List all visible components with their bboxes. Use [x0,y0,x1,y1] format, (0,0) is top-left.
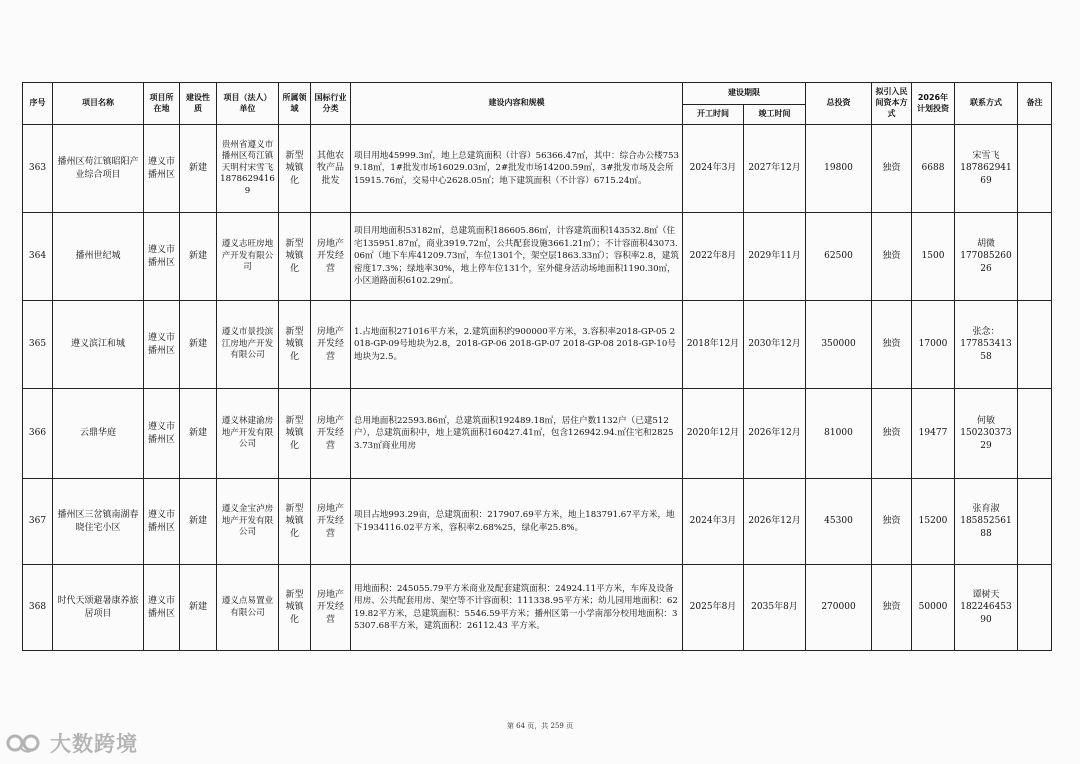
cell-contact [955,213,1018,301]
header-plan-2026: 2026年计划投资 [912,83,955,125]
header-owner: 项目（法人）单位 [217,83,279,125]
table-row [23,125,1052,213]
watermark [6,728,138,758]
cell-end: 2030年12月 [744,301,806,389]
cell-field: 新型城镇化 [279,213,311,301]
cell-location: 遵义市播州区 [144,213,180,301]
cell-investment: 45300 [806,479,872,565]
cell-location: 遵义市播州区 [144,565,180,651]
cell-end: 2027年12月 [744,125,806,213]
header-end: 竣工时间 [744,105,806,125]
header-industry: 国标行业分类 [311,83,351,125]
cell-industry: 房地产开发经营 [311,213,351,301]
cell-owner: 遵义金宝泸房地产开发有限公司 [217,479,279,565]
cell-start: 2020年12月 [683,389,744,479]
table-row [23,565,1052,651]
header-seq: 序号 [23,83,53,125]
cell-remark [1018,301,1052,389]
header-period: 建设期限 [683,83,806,105]
cell-name: 云鼎华庭 [53,389,144,479]
cell-start: 2022年8月 [683,213,744,301]
cell-industry: 房地产开发经营 [311,389,351,479]
table-row [23,301,1052,389]
cell-seq: 364 [23,213,53,301]
cell-contact [955,301,1018,389]
cell-content: 项目用地45999.3㎡，地上总建筑面积（计容）56366.47㎡，其中：综合办公楼7539.18㎡，1#批发市场16029.03㎡，2#批发市场14200.59㎡，3#批发市场及会所15915.76㎡，交易中心2628.05㎡；地下建筑面积（不计容）6715.24㎡。 [351,125,683,213]
cell-end: 2026年12月 [744,389,806,479]
cell-private-mode: 独资 [872,565,912,651]
cell-remark [1018,479,1052,565]
cell-remark [1018,213,1052,301]
cell-private-mode: 独资 [872,479,912,565]
header-private-mode: 拟引入民间资本方式 [872,83,912,125]
cell-content: 用地面积：245055.79平方米商业及配套建筑面积：24924.11平方米，车库及设备用房、公共配套用房、架空等不计容面积：111338.95平方米；幼儿园用地面积：6219.82平方米，总建筑面积：5546.59平方米；播州区第一小学南部分校用地面积：35307.68平方米，建筑面积：26112.43 平方米。 [351,565,683,651]
cell-remark [1018,125,1052,213]
cell-contact [955,479,1018,565]
page-footer: 第 64 页，共 259 页 [506,722,574,730]
header-investment: 总投资 [806,83,872,125]
table-row [23,213,1052,301]
contact-phone: 18786294169 [960,163,1012,186]
header-name: 项目名称 [53,83,144,125]
header-start: 开工时间 [683,105,744,125]
header-contact: 联系方式 [955,83,1018,125]
cell-nature: 新建 [180,389,217,479]
cell-investment: 19800 [806,125,872,213]
cell-start: 2024年3月 [683,125,744,213]
cell-end: 2026年12月 [744,479,806,565]
cell-field: 新型城镇化 [279,301,311,389]
table-row [23,479,1052,565]
cell-plan-2026: 6688 [912,125,955,213]
cell-industry: 房地产开发经营 [311,565,351,651]
cell-plan-2026: 15200 [912,479,955,565]
project-table [22,82,1052,651]
cell-investment: 270000 [806,565,872,651]
cell-seq: 365 [23,301,53,389]
cell-private-mode: 独资 [872,125,912,213]
cell-industry: 房地产开发经营 [311,301,351,389]
contact-phone: 15023037329 [960,428,1012,451]
cell-content: 1.占地面积271016平方米，2.建筑面积约900000平方米，3.容积率2018-GP-05 2018-GP-09号地块为2.8，2018-GP-06 2018-GP-07 2018-GP-08 2018-GP-10号地块为2.5。 [351,301,683,389]
watermark-logo-icon [6,730,46,756]
cell-contact [955,565,1018,651]
cell-contact [955,125,1018,213]
cell-content: 总用地面积22593.86㎡，总建筑面积192489.18㎡，居住户数1132户（已建512户），总建筑面积中，地上建筑面积160427.41㎡，包含126942.94.㎡住宅和28253.73㎡商业用房 [351,389,683,479]
cell-industry: 其他农牧产品批发 [311,125,351,213]
cell-private-mode: 独资 [872,389,912,479]
cell-seq: 366 [23,389,53,479]
cell-content: 项目用地面积53182㎡，总建筑面积186605.86㎡，计容建筑面积143532.8㎡（住宅135951.87㎡，商业3919.72㎡，公共配套设施3661.21㎡）；不计容面积43073.06㎡（地下车库41209.73㎡，车位1301个，架空层1863.33㎡）；容积率2.8，建筑密度17.3%；绿地率30%，地上停车位131个，室外健身活动场地面积1190.30㎡，小区道路面积6102.29㎡。 [351,213,683,301]
cell-contact [955,389,1018,479]
cell-seq: 363 [23,125,53,213]
cell-field: 新型城镇化 [279,125,311,213]
contact-name: 宋雪飞 [972,151,1000,162]
cell-plan-2026: 17000 [912,301,955,389]
watermark-text: 大数跨境 [50,732,138,756]
cell-investment: 81000 [806,389,872,479]
cell-end: 2029年11月 [744,213,806,301]
cell-location: 遵义市播州区 [144,301,180,389]
cell-location: 遵义市播州区 [144,389,180,479]
cell-seq: 367 [23,479,53,565]
cell-field: 新型城镇化 [279,565,311,651]
cell-private-mode: 独资 [872,301,912,389]
cell-owner: 遵义点易置业有限公司 [217,565,279,651]
cell-plan-2026: 19477 [912,389,955,479]
header-remark: 备注 [1018,83,1052,125]
cell-start: 2018年12月 [683,301,744,389]
contact-phone: 18224645390 [960,602,1012,625]
header-nature: 建设性质 [180,83,217,125]
header-row [23,83,1052,105]
cell-name: 播州世纪城 [53,213,144,301]
cell-content: 项目占地993.29亩，总建筑面积：217907.69平方米，地上183791.67平方米，地下1934116.02平方米，容积率2.68%25，绿化率25.8%。 [351,479,683,565]
cell-remark [1018,389,1052,479]
contact-name: 何敏 [976,416,995,427]
cell-nature: 新建 [180,565,217,651]
cell-nature: 新建 [180,213,217,301]
contact-phone: 17785341358 [960,339,1012,362]
table-row [23,389,1052,479]
contact-name: 胡微 [976,239,995,250]
cell-nature: 新建 [180,125,217,213]
cell-name: 播州区三岔镇南湖春晓住宅小区 [53,479,144,565]
cell-nature: 新建 [180,301,217,389]
cell-location: 遵义市播州区 [144,479,180,565]
cell-plan-2026: 1500 [912,213,955,301]
cell-owner: 贵州省遵义市播州区苟江镇天明村宋雪飞18786294169 [217,125,279,213]
cell-start: 2025年8月 [683,565,744,651]
cell-remark [1018,565,1052,651]
cell-location: 遵义市播州区 [144,125,180,213]
cell-nature: 新建 [180,479,217,565]
contact-phone: 17708526026 [960,251,1012,274]
cell-investment: 62500 [806,213,872,301]
cell-private-mode: 独资 [872,213,912,301]
header-content: 建设内容和规模 [351,83,683,125]
cell-end: 2035年8月 [744,565,806,651]
header-location: 项目所在地 [144,83,180,125]
cell-seq: 368 [23,565,53,651]
contact-phone: 18585256188 [960,516,1012,539]
cell-investment: 350000 [806,301,872,389]
header-field: 所属领域 [279,83,311,125]
cell-owner: 遵义林建渝房地产开发有限公司 [217,389,279,479]
cell-field: 新型城镇化 [279,389,311,479]
cell-owner: 遵义市景投滨江房地产开发有限公司 [217,301,279,389]
cell-start: 2024年3月 [683,479,744,565]
cell-name: 播州区苟江镇昭阳产业综合项目 [53,125,144,213]
cell-name: 遵义滨江和城 [53,301,144,389]
cell-owner: 遵义志旺房地产开发有限公司 [217,213,279,301]
cell-field: 新型城镇化 [279,479,311,565]
contact-name: 张育淑 [972,504,1000,515]
contact-name: 谭树天 [972,590,1000,601]
cell-industry: 房地产开发经营 [311,479,351,565]
cell-plan-2026: 50000 [912,565,955,651]
contact-name: 张念： [972,327,1000,338]
cell-name: 时代天颂避暑康养旅居项目 [53,565,144,651]
